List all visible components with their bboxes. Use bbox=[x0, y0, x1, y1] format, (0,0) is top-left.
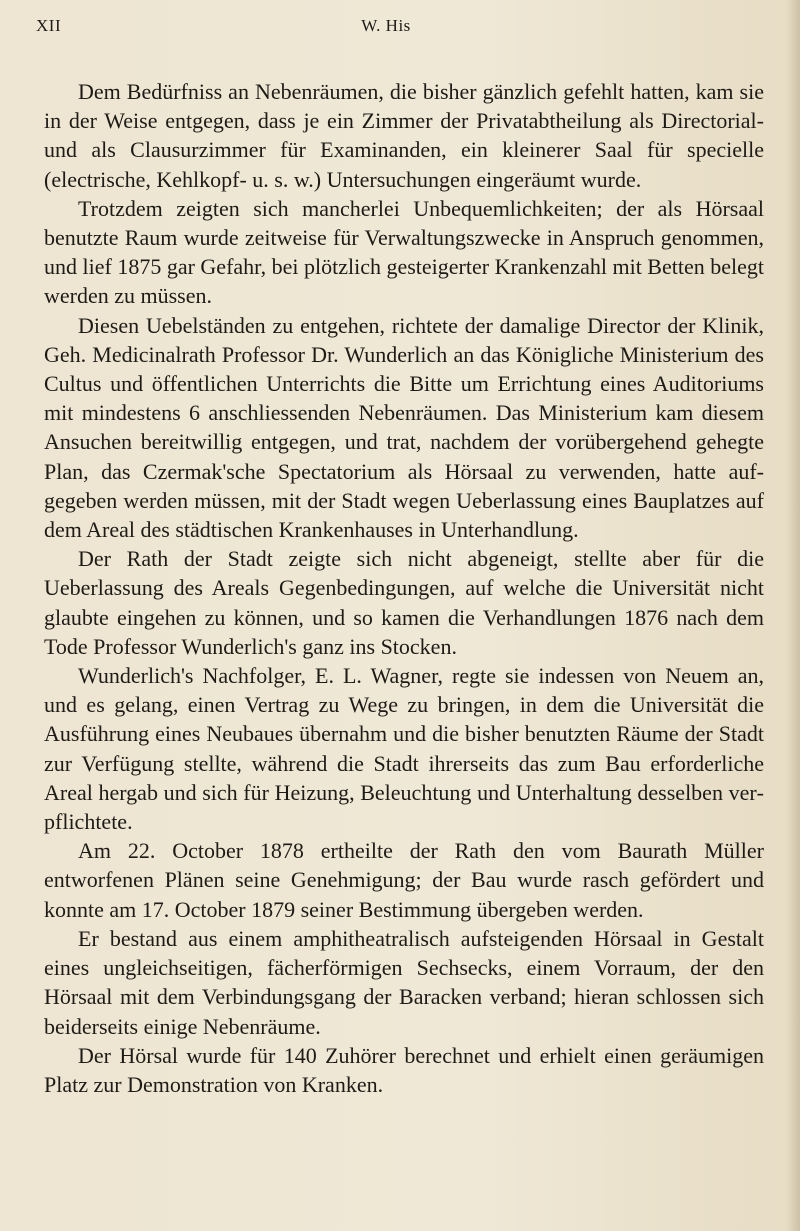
paragraph: Der Rath der Stadt zeigte sich nicht abgeneigt, stellte aber für die Ueberlassung des Areals Gegenbedingungen, auf welche die Universität nicht glaubte eingehen zu können, und so kamen die Verhandlungen 1876 nach dem Tode Professor Wunderlich's ganz ins Stocken. bbox=[44, 546, 764, 659]
body-text bbox=[44, 77, 764, 1099]
paragraph: Trotzdem zeigten sich mancherlei Unbequemlichkeiten; der als Hörsaal benutzte Raum wurde zeitweise für Verwaltungszwecke in Anspruch genommen, und lief 1875 gar Gefahr, bei plötzlich gesteigerter Krankenzahl mit Betten belegt werden zu müssen. bbox=[44, 195, 764, 309]
page-number: XII bbox=[36, 16, 62, 35]
page-header bbox=[36, 16, 736, 42]
paragraph: Der Hörsal wurde für 140 Zuhörer berechnet und erhielt einen geräumigen Platz zur Demonstration von Kranken. bbox=[44, 1042, 764, 1097]
page-edge-shadow bbox=[786, 0, 800, 1231]
paragraph: Er bestand aus einem amphitheatralisch aufsteigenden Hörsaal in Gestalt eines ungleichseitigen, fächerförmigen Sechsecks, einem Vorraum, der den Hörsaal mit dem Verbindungsgang der Baracken verband; hieran schlossen sich beiderseits einige Nebenräume. bbox=[44, 925, 764, 1039]
paragraph: Am 22. October 1878 ertheilte der Rath den vom Baurath Müller entworfenen Plänen seine Genehmigung; der Bau wurde rasch gefördert und konnte am 17. October 1879 seiner Bestimmung übergeben werden. bbox=[44, 838, 764, 922]
paragraph: Wunderlich's Nachfolger, E. L. Wagner, regte sie indessen von Neuem an, und es gelang, einen Vertrag zu Wege zu bringen, in dem die Universität die Ausführung eines Neubaues übernahm und die bisher benutzten Räume der Stadt zur Verfügung stellte, während die Stadt ihrerseits das zum Bau erforderliche Areal hergab und sich für Heizung, Beleuchtung und Unterhaltung desselben verpflichtete. bbox=[44, 663, 764, 835]
paragraph: Dem Bedürfniss an Nebenräumen, die bisher gänzlich gefehlt hatten, kam sie in der Weise entgegen, dass je ein Zimmer der Privatabtheilung als Directorial- und als Clausurzimmer für Examinanden, ein kleinerer Saal für specielle (electrische, Kehlkopf- u. s. w.) Untersuchungen eingeräumt wurde. bbox=[44, 79, 764, 192]
running-head: W. His bbox=[361, 16, 411, 35]
paragraph: Diesen Uebelständen zu entgehen, richtete der damalige Director der Klinik, Geh. Medicinalrath Professor Dr. Wunderlich an das Königliche Ministerium des Cultus und öffentlichen Unterrichts die Bitte um Errichtung eines Auditoriums mit mindestens 6 anschliessenden Nebenräumen. Das Ministerium kam diesem Ansuchen bereitwillig entgegen, und trat, nachdem der vorübergehend gehegte Plan, das Czermak'sche Spectatorium als Hörsaal zu verwenden, hatte aufgegeben werden müssen, mit der Stadt wegen Ueberlassung eines Bauplatzes auf dem Areal des städtischen Krankenhauses in Unterhandlung. bbox=[44, 312, 764, 543]
